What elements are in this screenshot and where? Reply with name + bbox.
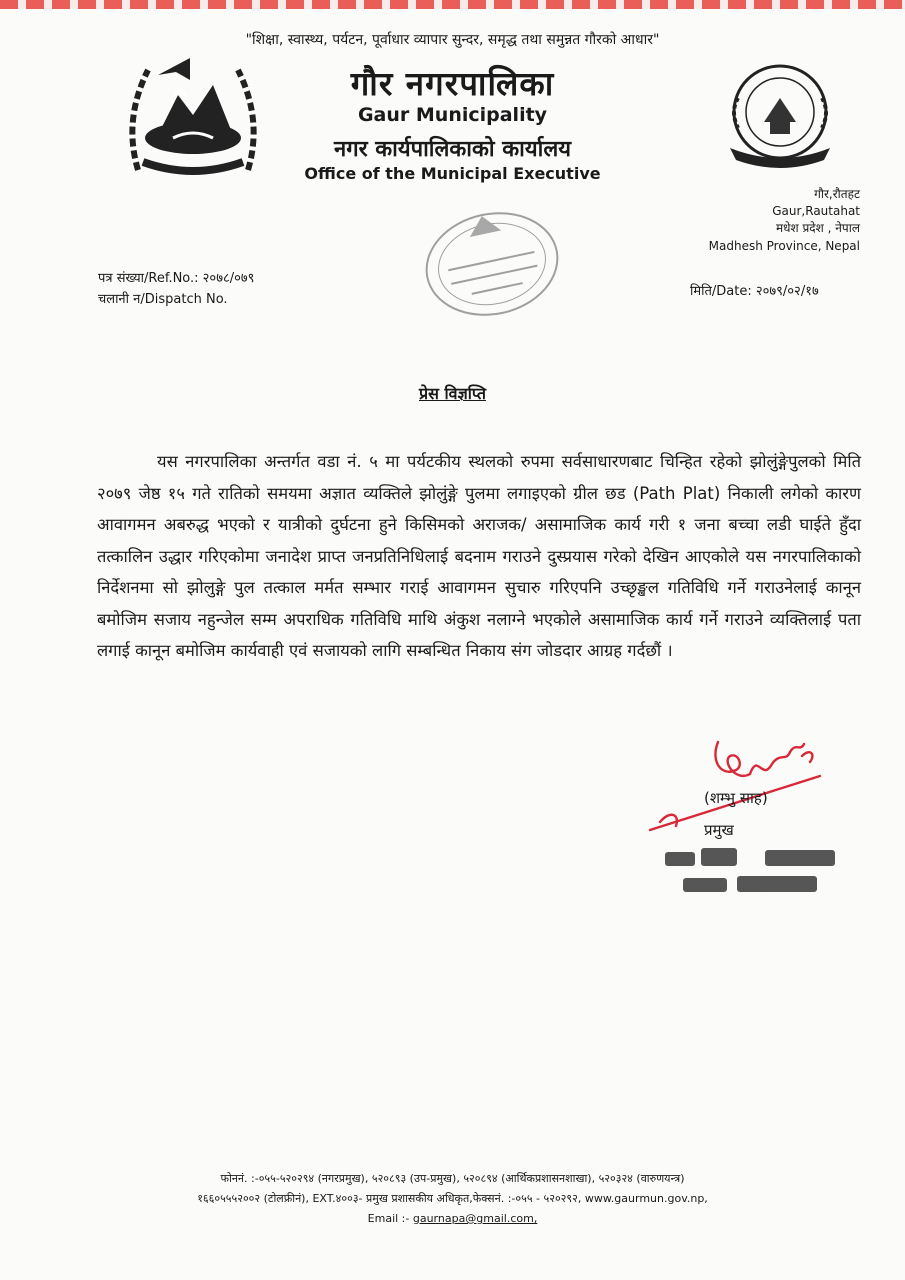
footer-contact-line: १६६०५५५२००२ (टोलफ्रीनं), EXT.४००३- प्रमुख प्रशासकीय अधिकृत,फेक्सनं. :-०५५ - ५२०२९२, www.gaurmun.gov.np,: [197, 1192, 708, 1205]
reference-number: पत्र संख्या/Ref.No.: २०७८/०७९: [98, 271, 255, 286]
municipality-title-nepali: गौर नगरपालिका: [350, 64, 555, 103]
address-line: Gaur,Rautahat: [772, 204, 860, 218]
notice-heading: प्रेस विज्ञप्ति: [419, 384, 486, 403]
address-line: गौर,रौतहट: [814, 187, 860, 201]
address-line: मधेश प्रदेश , नेपाल: [775, 221, 860, 235]
office-title-english: Office of the Municipal Executive: [304, 164, 601, 183]
name-stamp-icon: [655, 838, 855, 904]
top-decorative-strip: [0, 0, 905, 9]
municipality-title-english: Gaur Municipality: [357, 104, 548, 126]
office-stamp-icon: [418, 203, 566, 325]
dispatch-number: चलानी न/Dispatch No.: [98, 292, 228, 307]
signatory-name: (शम्भु साह): [704, 789, 768, 807]
signature-icon: [640, 722, 840, 832]
signatory-title: प्रमुख: [704, 821, 734, 839]
notice-body: यस नगरपालिका अन्तर्गत वडा नं. ५ मा पर्यटकीय स्थलको रुपमा सर्वसाधारणबाट चिन्हित रहेको झोलुंङ्गेपुलको मिति २०७९ जेष्ठ १५ गते रातिको समयमा अज्ञात व्यक्तिले झोलुंङ्गे पुलमा लगाइएको ग्रील छड (Path Plat) निकाली लगेको कारण आवागमन अबरुद्ध भएको र यात्रीको दुर्घटना हुने किसिमको अराजक/ असामाजिक कार्य गरी १ जना बच्चा लडी घाईते हुँदा तत्कालिन उद्धार गरिएकोमा जनादेश प्राप्त जनप्रतिनिधिलाई बदनाम गराउने दुस्प्रयास गरेको देखिन आएकोले यस नगरपालिकाको निर्देशनमा सो झोलुङ्गे पुल तत्काल मर्मत सम्भार गराई आवागमन सुचारु गरिएपनि उच्छृङ्खल गतिविधि गर्ने गराउनेलाई कानून बमोजिम सजाय नहुन्जेल सम्म अपराधिक गतिविधि माथि अंकुश नलाग्ने भएकोले असामाजिक कार्य गर्ने गराउने व्यक्तिलाई पता लगाई कानून बमोजिम कार्यवाही एवं सजायको लागि सम्बन्धित निकाय संग जोडदार आग्रह गर्दछौं ।: [97, 452, 861, 660]
footer-email-line: [0, 1212, 905, 1225]
address-line: Madhesh Province, Nepal: [708, 239, 860, 253]
email-label: Email :-: [367, 1212, 413, 1225]
email-link[interactable]: gaurnapa@gmail.com,: [412, 1212, 538, 1225]
motto-text: "शिक्षा, स्वास्थ्य, पर्यटन, पूर्वाधार व्यापार सुन्दर, समृद्ध तथा समुन्नत गौरको आधार": [245, 32, 660, 48]
footer-phone-line: फोननं. :-०५५-५२०२९४ (नगरप्रमुख), ५२०८९३ (उप-प्रमुख), ५२०८९४ (आर्थिकप्रशासनशाखा), ५२०३२४ (वारुणयन्त्र): [220, 1172, 685, 1185]
office-title-nepali: नगर कार्यपालिकाको कार्यालय: [334, 137, 571, 162]
letter-date: मिति/Date: २०७९/०२/१७: [690, 284, 819, 299]
